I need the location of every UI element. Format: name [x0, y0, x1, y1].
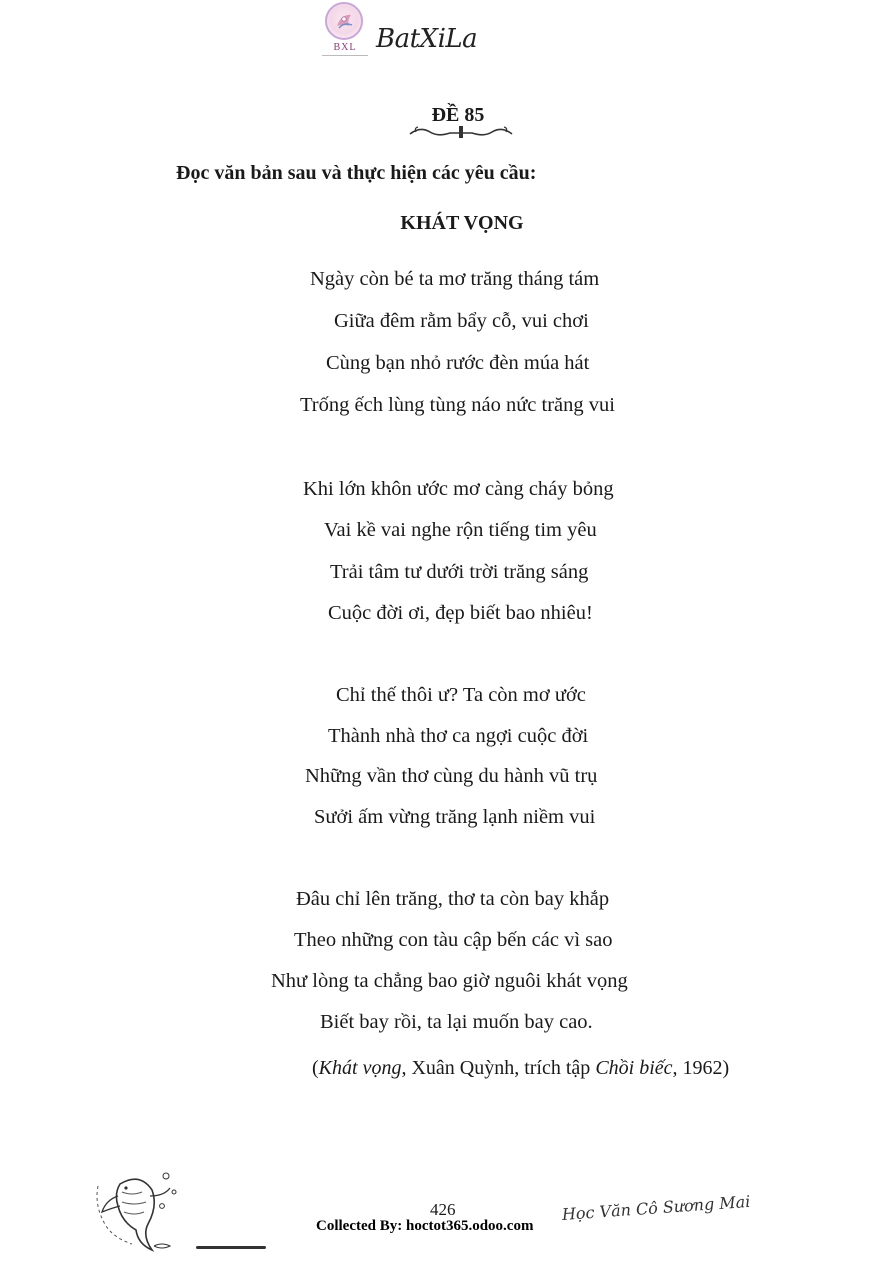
poem-line: Giữa đêm rằm bẩy cỗ, vui chơi — [334, 310, 589, 332]
poem-line: Cùng bạn nhỏ rước đèn múa hát — [326, 352, 590, 374]
logo-emblem-icon — [325, 2, 363, 40]
logo-letters: BXL — [333, 42, 357, 53]
instruction-text: Đọc văn bản sau và thực hiện các yêu cầu: — [176, 162, 537, 184]
citation-work-title: Khát vọng — [318, 1057, 402, 1079]
exam-title-text: ĐỀ 85 — [431, 104, 485, 126]
page-number: 426 — [430, 1200, 456, 1219]
poem-line: Chỉ thế thôi ư? Ta còn mơ ước — [336, 684, 586, 706]
poem-line: Những vần thơ cùng du hành vũ trụ — [305, 765, 598, 787]
author-signature: Học Văn Cô Sương Mai — [561, 1191, 751, 1224]
poem-citation — [312, 1057, 729, 1080]
poem-line: Ngày còn bé ta mơ trăng tháng tám — [310, 268, 600, 290]
flourish-ornament-icon — [408, 124, 514, 140]
poem-line: Vai kề vai nghe rộn tiếng tim yêu — [324, 519, 597, 541]
poem-line: Khi lớn khôn ước mơ càng cháy bỏng — [303, 478, 614, 500]
citation-year: , 1962) — [672, 1057, 730, 1079]
poem-line: Trống ếch lùng tùng náo nức trăng vui — [300, 394, 615, 416]
brand-logo — [322, 2, 368, 64]
brand-name: BatXiLa — [376, 24, 478, 54]
poem-line: Như lòng ta chẳng bao giờ nguôi khát vọng — [271, 970, 628, 992]
poem-line: Thành nhà thơ ca ngợi cuộc đời — [328, 725, 589, 747]
poem-line: Cuộc đời ơi, đẹp biết bao nhiêu! — [328, 602, 593, 624]
footer-rule — [196, 1246, 266, 1249]
poem-line: Sưởi ấm vừng trăng lạnh niềm vui — [314, 806, 596, 828]
poem-line: Đâu chỉ lên trăng, thơ ta còn bay khắp — [296, 888, 610, 910]
citation-open: ( — [312, 1057, 319, 1079]
citation-collection: Chồi biếc — [595, 1057, 673, 1079]
poem-line: Biết bay rồi, ta lại muốn bay cao. — [320, 1011, 593, 1033]
poem-line: Trải tâm tư dưới trời trăng sáng — [330, 561, 589, 583]
poem-line: Theo những con tàu cập bến các vì sao — [294, 929, 613, 951]
poem-title: KHÁT VỌNG — [400, 212, 524, 234]
citation-author: , Xuân Quỳnh, trích tập — [401, 1057, 596, 1079]
logo-underline — [322, 55, 368, 59]
koi-fish-icon — [92, 1166, 188, 1256]
collected-by-watermark: Collected By: hoctot365.odoo.com — [316, 1218, 534, 1234]
